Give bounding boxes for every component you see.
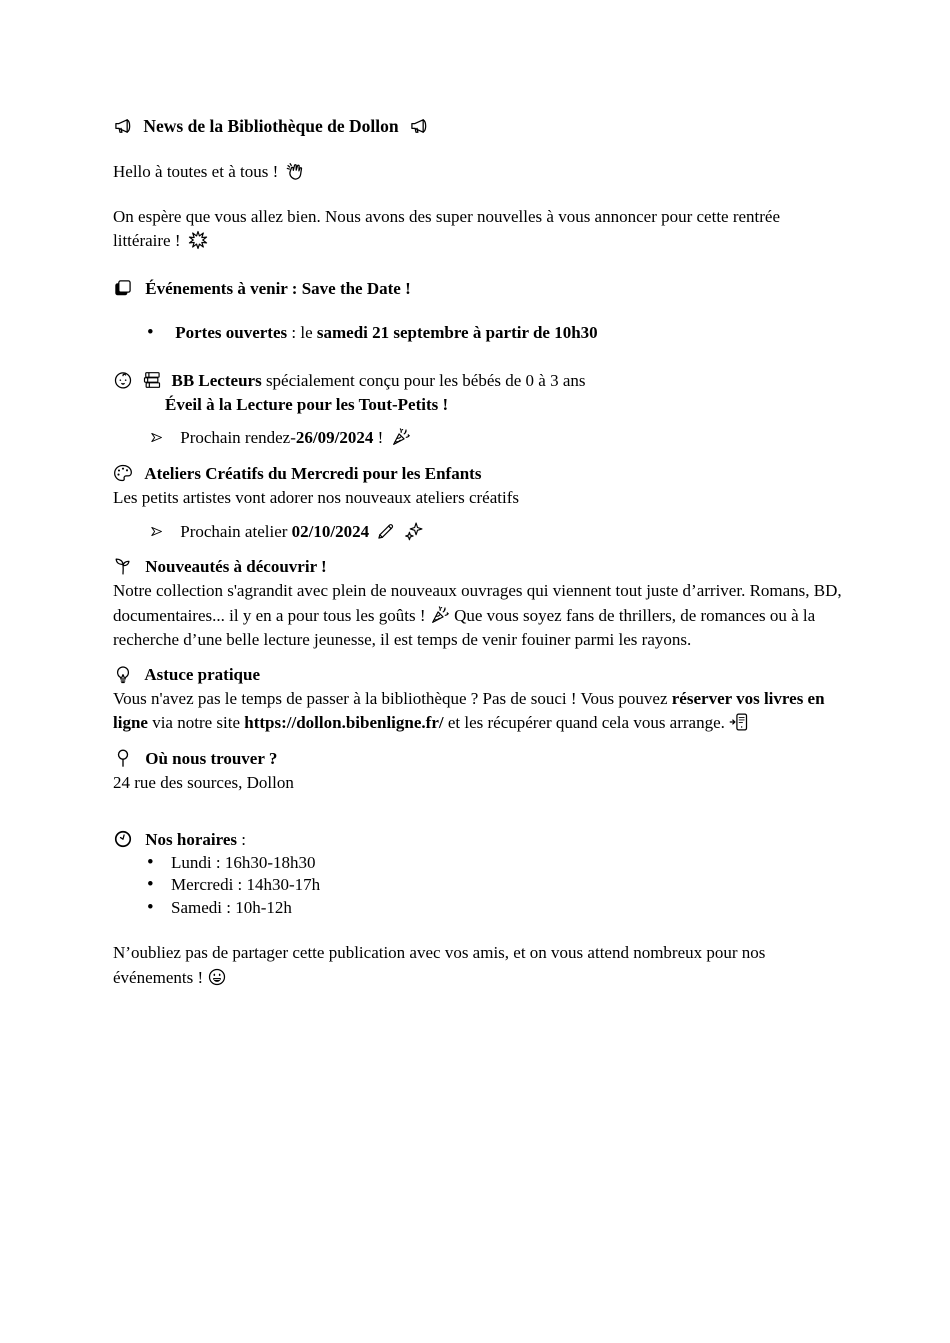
greeting-line [113,160,845,184]
hours-item-wednesday [147,874,845,897]
grinning-face-icon [207,967,227,987]
bb-next-label: Prochain rendez- [180,428,296,447]
greeting-text: Hello à toutes et à tous ! [113,162,279,181]
arrow-bullet-icon [149,524,164,539]
hours-heading-suffix: : [237,829,246,849]
location-pin-icon [113,748,133,768]
page-title-text: News de la Bibliothèque de Dollon [143,116,399,136]
astuce-text-2: via notre site [147,713,245,732]
bb-next-date: 26/09/2024 [295,428,374,447]
arrow-bullet-icon [149,430,164,445]
bullet-dot [147,321,171,345]
palette-icon [113,463,133,483]
collision-burst-icon [188,230,208,250]
events-heading [113,277,845,301]
bullet-dot [147,852,171,875]
open-house-date: samedi 21 septembre à partir de 10h30 [316,323,598,342]
ateliers-heading [113,462,845,486]
atelier-next-label: Prochain atelier [180,522,292,541]
nouveautes-heading [113,555,845,579]
bb-lecteurs-title: BB Lecteurs [171,371,262,390]
hours-list [113,852,845,920]
calendar-icon [113,278,133,298]
nouveautes-text-after: Que vous soyez fans de thrillers, de romances ou à la recherche d’une belle lecture jeunesse, il est temps de venir fouiner parmi les rayons. [113,605,816,649]
page-title [113,114,845,138]
pencil-icon [376,521,396,541]
open-house-item [113,321,845,345]
nouveautes-paragraph [113,579,845,653]
books-icon [142,370,162,390]
hours-item-saturday [147,897,845,920]
astuce-bold-reserve: réserver vos livres en ligne [113,688,825,732]
astuce-heading-text: Astuce pratique [144,664,261,684]
hours-heading [113,828,845,852]
closing-text: N’oubliez pas de partager cette publication avec vos amis, et on vous attend nombreux pour nos événements ! [113,943,766,987]
hours-heading-text: Nos horaires [145,829,238,849]
hours-item-text: Lundi : 16h30-18h30 [171,852,316,872]
bb-next-suffix: ! [373,428,384,447]
bullet-dot [147,897,171,920]
closing-paragraph [113,940,831,990]
ateliers-desc: Les petits artistes vont adorer nos nouveaux ateliers créatifs [113,488,519,507]
address-text: 24 rue des sources, Dollon [113,772,294,792]
bb-lecteurs-section [113,369,845,417]
bb-lecteurs-desc: spécialement conçu pour les bébés de 0 à 3 ans [261,371,586,390]
hours-item-text: Samedi : 10h-12h [171,897,292,917]
clock-icon [113,829,133,849]
clapping-hands-icon [286,161,306,181]
party-popper-icon [391,427,411,447]
events-heading-text: Événements à venir : Save the Date ! [145,279,411,298]
lightbulb-icon [113,664,133,684]
atelier-next-date: 02/10/2024 [291,522,370,541]
hours-item-monday [147,852,845,875]
intro-text: On espère que vous allez bien. Nous avons des super nouvelles à vous annoncer pour cette rentrée littéraire ! [113,207,781,250]
bullet-dot [147,874,171,897]
location-heading [113,747,845,771]
bb-next-date-row [113,426,845,450]
atelier-next-row [113,520,845,544]
megaphone-icon [113,116,133,136]
baby-icon [113,370,133,390]
location-heading-text: Où nous trouver ? [145,748,278,768]
open-house-label: Portes ouvertes [175,323,288,342]
astuce-text-3: et les récupérer quand cela vous arrange. [443,713,730,732]
hours-item-text: Mercredi : 14h30-17h [171,875,321,894]
astuce-heading [113,663,845,687]
ateliers-heading-text: Ateliers Créatifs du Mercredi pour les Enfants [144,464,482,483]
bb-lecteurs-subtitle: Éveil à la Lecture pour les Tout-Petits ! [165,395,449,414]
open-house-sep: : le [287,323,317,342]
astuce-paragraph [113,687,835,736]
nouveautes-heading-text: Nouveautés à découvrir ! [145,557,327,576]
astuce-text-1: Vous n'avez pas le temps de passer à la bibliothèque ? Pas de souci ! Vous pouvez [113,688,672,708]
sparkles-icon [404,521,424,541]
megaphone-icon [409,116,429,136]
mobile-phone-icon [729,712,749,732]
party-popper-icon [430,605,450,625]
website-url: https://dollon.bibenligne.fr/ [244,713,444,732]
intro-paragraph [113,205,825,253]
nouveautes-text-before: Notre collection s'agrandit avec plein de nouveaux ouvrages qui viennent tout juste d’arriver. Romans, BD, documentaires... il y en a pour tous les goûts ! [113,581,842,625]
bb-lecteurs-line [113,369,845,393]
seedling-icon [113,556,133,576]
